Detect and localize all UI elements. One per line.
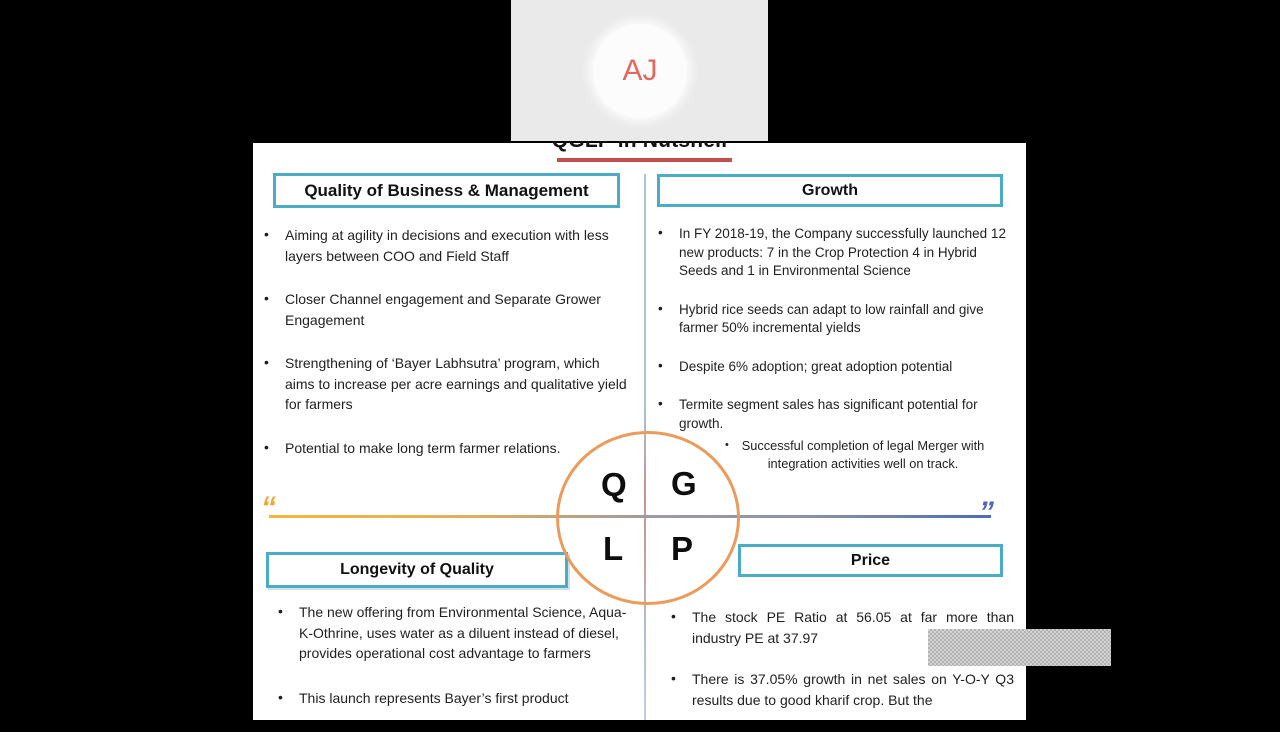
bullet-item: • Strengthening of ‘Bayer Labhsutra’ program, which aims to increase per acre earnings and qualitative yield for farmers	[261, 353, 629, 415]
presentation-slide	[253, 143, 1026, 720]
quadrant-header-longevity: Longevity of Quality	[266, 552, 568, 588]
quadrant-header-price: Price	[738, 544, 1003, 577]
quadrant-header-growth: Growth	[657, 174, 1003, 207]
webcam-overlay	[511, 0, 768, 141]
circle-letter-l: L	[603, 530, 624, 567]
checkered-selection-box	[928, 629, 1111, 666]
bullet-item: • The stock PE Ratio at 56.05 at far more than industry PE at 37.97	[668, 607, 1014, 649]
circle-letter-g: G	[671, 465, 697, 502]
quadrant-header-quality: Quality of Business & Management	[273, 173, 620, 208]
longevity-bullet-list	[275, 602, 637, 732]
open-quote-mark: “	[261, 491, 276, 524]
bullet-item: • Aiming at agility in decisions and execution with less layers between COO and Field Staff	[261, 225, 629, 266]
qglp-circle	[556, 431, 740, 605]
price-bullet-list	[668, 607, 1014, 731]
bullet-item: • This launch represents Bayer’s first product	[275, 688, 637, 709]
bullet-item: • Closer Channel engagement and Separate Grower Engagement	[261, 289, 629, 330]
bullet-item: • In FY 2018-19, the Company successfully launched 12 new products: 7 in the Crop Protection 4 in Hybrid Seeds and 1 in Environmental Science	[655, 225, 1007, 281]
bullet-item: • Despite 6% adoption; great adoption potential	[655, 358, 1007, 377]
title-underline	[557, 158, 732, 162]
quality-bullet-list	[261, 225, 629, 481]
sub-bullet-item: • Successful completion of legal Merger with integration activities well on track.	[717, 437, 1009, 473]
bullet-item: • The new offering from Environmental Science, Aqua-K-Othrine, uses water as a diluent instead of diesel, provides operational cost advantage to farmers	[275, 602, 637, 664]
bullet-item: • Hybrid rice seeds can adapt to low rainfall and give farmer 50% incremental yields	[655, 301, 1007, 338]
bullet-text: Termite segment sales has significant potential for growth.	[679, 397, 978, 431]
close-quote-mark: ”	[979, 496, 994, 529]
circle-letter-p: P	[671, 530, 694, 567]
avatar: AJ	[593, 24, 687, 118]
bullet-item: • There is 37.05% growth in net sales on Y-O-Y Q3 results due to good kharif crop. But the	[668, 669, 1014, 711]
bullet-item: • Potential to make long term farmer relations.	[261, 438, 629, 459]
circle-letter-q: Q	[601, 466, 627, 503]
